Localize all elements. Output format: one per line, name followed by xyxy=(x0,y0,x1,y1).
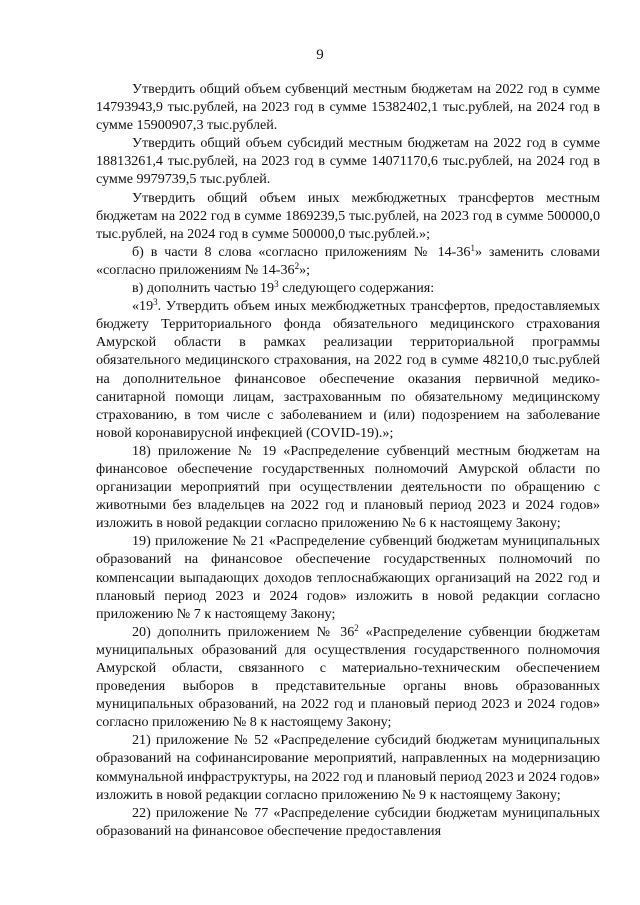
paragraph-subsidies: Утвердить общий объем субсидий местным бюджетам на 2022 год в сумме 18813261,4 тыс.рублей, на 2023 год в сумме 14071170,6 тыс.рублей, на 2024 год в сумме 9979739,5 тыс.рублей. xyxy=(96,135,600,188)
paragraph-item-20: 20) дополнить приложением № $36^2$ «Распределение субвенции бюджетам муниципальных образований для осуществления государственного полномочия Амурской области, связанного с материально-техническим обеспечением проведения выборов в представительные органы вновь образованных муниципальных образований, на 2022 год и плановый период 2023 и 2024 годов» согласно приложению № 8 к настоящему Закону; xyxy=(96,622,600,731)
paragraph-part-19-3: «$19^3$. Утвердить объем иных межбюджетных трансфертов, предоставляемых бюджету Территориального фонда обязательного медицинского страхования Амурской области в рамках реализации территориальной программы обязательного медицинского страхования, на 2022 год в сумме 48210,0 тыс.рублей на дополнительное финансовое обеспечение оказания первичной медико-санитарной помощи лицам, застрахованным по обязательному медицинскому страхованию, в том числе с заболеванием и (или) подозрением на заболевание новой коронавирусной инфекцией (COVID-19).»; xyxy=(96,297,600,441)
paragraph-item-b: б) в части 8 слова «согласно приложениям № $14-36^1$» заменить словами «согласно приложениям № $14-36^2$»; xyxy=(96,242,600,278)
paragraph-item-21: 21) приложение № 52 «Распределение субсидий бюджетам муниципальных образований на софинансирование мероприятий, направленных на модернизацию коммунальной инфраструктуры, на 2022 год и плановый период 2023 и 2024 годов» изложить в новой редакции согласно приложению № 9 к настоящему Закону; xyxy=(96,732,600,803)
paragraph-item-19: 19) приложение № 21 «Распределение субвенций бюджетам муниципальных образований на финансовое обеспечение государственных полномочий по компенсации выпадающих доходов теплоснабжающих организаций на 2022 год и плановый период 2023 и 2024 годов» изложить в новой редакции согласно приложению № 7 к настоящему Закону; xyxy=(96,533,600,622)
document-body xyxy=(96,80,600,840)
paragraph-item-v: в) дополнить частью $19^3$ следующего содержания: xyxy=(132,279,435,297)
paragraph-subventions: Утвердить общий объем субвенций местным бюджетам на 2022 год в сумме 14793943,9 тыс.рублей, на 2023 год в сумме 15382402,1 тыс.рублей, на 2024 год в сумме 15900907,3 тыс.рублей. xyxy=(96,81,600,134)
paragraph-item-22: 22) приложение № 77 «Распределение субсидии бюджетам муниципальных образований на финансовое обеспечение предоставления xyxy=(96,804,600,839)
paragraph-item-18: 18) приложение № 19 «Распределение субвенций местным бюджетам на финансовое обеспечение государственных полномочий Амурской области по организации мероприятий при осуществлении деятельности по обращению с животными без владельцев на 2022 год и плановый период 2023 и 2024 годов» изложить в новой редакции согласно приложению № 6 к настоящему Закону; xyxy=(96,442,600,532)
paragraph-other-transfers: Утвердить общий объем иных межбюджетных трансфертов местным бюджетам на 2022 год в сумме 1869239,5 тыс.рублей, на 2023 год в сумме 500000,0 тыс.рублей, на 2024 год в сумме 500000,0 тыс.рублей.»; xyxy=(96,189,600,242)
page-number: 9 xyxy=(316,47,324,63)
